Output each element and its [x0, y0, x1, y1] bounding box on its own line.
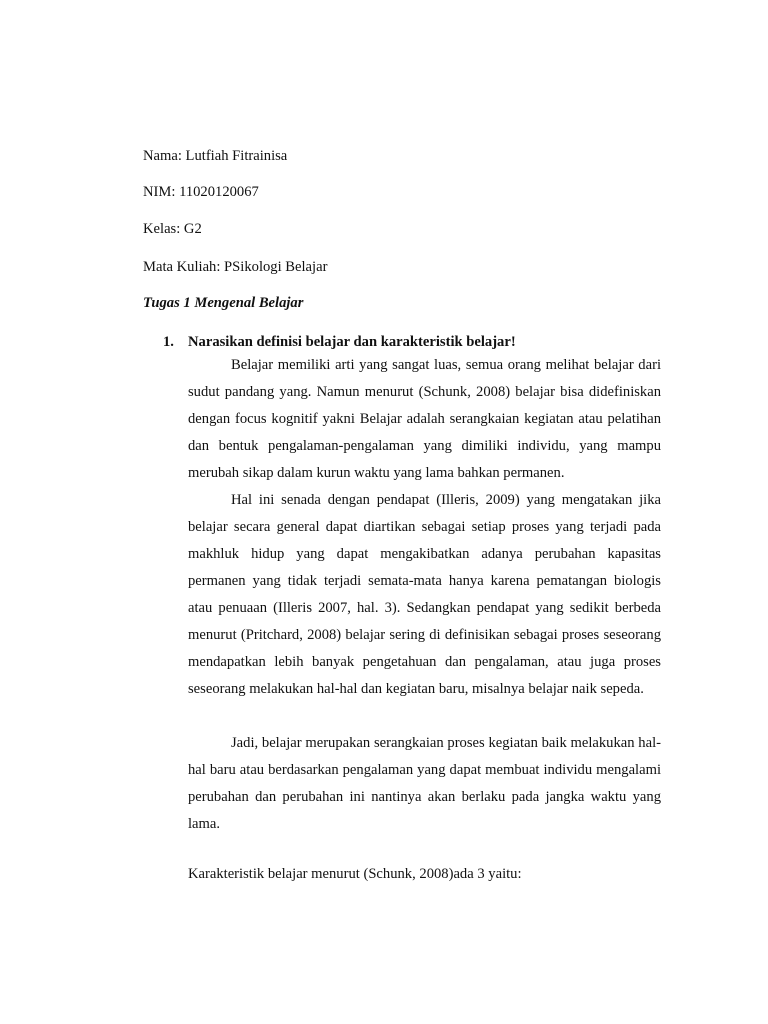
paragraph-definition: Belajar memiliki arti yang sangat luas, semua orang melihat belajar dari sudut pandang yang. Namun menurut (Schunk, 2008) belajar bisa didefiniskan dengan focus kognitif yakni Belajar adalah serangkaian kegiatan atau pelatihan dan bentuk pengalaman-pengalaman yang dimiliki individu, yang mampu merubah sikap dalam kurun waktu yang lama bahkan permanen. [188, 357, 661, 481]
question-number: 1. [163, 334, 174, 350]
assignment-title: Tugas 1 Mengenal Belajar [143, 295, 304, 311]
student-name: Nama: Lutfiah Fitrainisa [143, 148, 288, 164]
course-name: Mata Kuliah: PSikologi Belajar [143, 259, 328, 275]
characteristics-intro: Karakteristik belajar menurut (Schunk, 2008)ada 3 yaitu: [188, 866, 522, 882]
paragraph-conclusion: Jadi, belajar merupakan serangkaian proses kegiatan baik melakukan hal-hal baru atau berdasarkan pengalaman yang dapat membuat individu mengalami perubahan dan perubahan ini nantinya akan berlaku pada jangka waktu yang lama. [188, 735, 661, 832]
student-nim: NIM: 11020120067 [143, 184, 259, 200]
paragraph-illeris-pritchard: Hal ini senada dengan pendapat (Illeris, 2009) yang mengatakan jika belajar secara general dapat diartikan sebagai setiap proses yang terjadi pada makhluk hidup yang dapat mengakibatkan adanya perubahan kapasitas permanen yang tidak terjadi semata-mata hanya karena pematangan biologis atau penuaan (Illeris 2007, hal. 3). Sedangkan pendapat yang sedikit berbeda menurut (Pritchard, 2008) belajar sering di definisikan sebagai proses seseorang mendapatkan lebih banyak pengetahuan dan pengalaman, atau juga proses seseorang melakukan hal-hal dan kegiatan baru, misalnya belajar naik sepeda. [188, 492, 661, 697]
student-class: Kelas: G2 [143, 221, 202, 237]
question-text: Narasikan definisi belajar dan karakteristik belajar! [188, 334, 516, 350]
